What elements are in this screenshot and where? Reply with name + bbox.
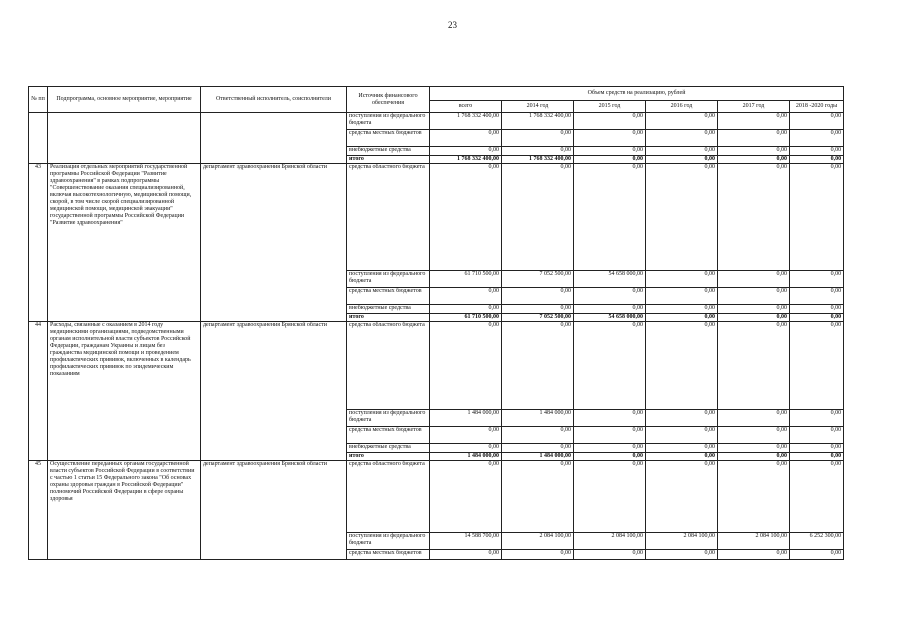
value-cell: 0,00 (430, 461, 502, 533)
value-cell: 1 484 000,00 (502, 410, 574, 427)
source-cell: итого (347, 156, 430, 164)
header-year: 2016 год (646, 101, 718, 113)
source-cell: поступления из федерального бюджета (347, 533, 430, 550)
value-cell: 0,00 (430, 305, 502, 314)
value-cell: 0,00 (502, 130, 574, 147)
header-no: № пп (29, 87, 48, 113)
row-number: 44 (29, 322, 48, 461)
value-cell: 0,00 (718, 444, 790, 453)
executor-text (201, 113, 347, 164)
value-cell: 0,00 (646, 427, 718, 444)
row-number: 45 (29, 461, 48, 560)
table-row (29, 461, 844, 533)
value-cell: 1 484 000,00 (430, 410, 502, 427)
value-cell: 61 710 500,00 (430, 271, 502, 288)
value-cell: 0,00 (646, 271, 718, 288)
value-cell: 0,00 (430, 130, 502, 147)
header-year: 2017 год (718, 101, 790, 113)
value-cell: 0,00 (790, 271, 844, 288)
value-cell: 0,00 (718, 410, 790, 427)
value-cell: 0,00 (646, 444, 718, 453)
value-cell: 0,00 (574, 461, 646, 533)
value-cell: 0,00 (790, 113, 844, 130)
value-cell: 0,00 (790, 156, 844, 164)
value-cell: 0,00 (718, 164, 790, 271)
value-cell: 0,00 (430, 444, 502, 453)
value-cell: 0,00 (502, 322, 574, 410)
value-cell: 0,00 (502, 550, 574, 560)
executor-text: департамент здравоохранения Брянской области (201, 322, 347, 461)
value-cell: 0,00 (790, 322, 844, 410)
value-cell: 0,00 (718, 305, 790, 314)
value-cell: 1 768 332 400,00 (502, 156, 574, 164)
value-cell: 0,00 (574, 305, 646, 314)
value-cell: 7 052 500,00 (502, 271, 574, 288)
source-cell: средства местных бюджетов (347, 288, 430, 305)
value-cell: 1 768 332 400,00 (430, 156, 502, 164)
source-cell: средства областного бюджета (347, 461, 430, 533)
value-cell: 0,00 (646, 164, 718, 271)
value-cell: 0,00 (790, 427, 844, 444)
value-cell: 0,00 (718, 550, 790, 560)
value-cell: 0,00 (718, 322, 790, 410)
value-cell: 0,00 (646, 288, 718, 305)
value-cell: 0,00 (430, 288, 502, 305)
value-cell: 0,00 (430, 147, 502, 156)
value-cell: 14 588 700,00 (430, 533, 502, 550)
value-cell: 2 084 100,00 (646, 533, 718, 550)
value-cell: 0,00 (502, 427, 574, 444)
value-cell: 0,00 (574, 444, 646, 453)
value-cell: 0,00 (502, 444, 574, 453)
source-cell: итого (347, 453, 430, 461)
value-cell: 0,00 (718, 453, 790, 461)
source-cell: поступления из федерального бюджета (347, 113, 430, 130)
value-cell: 0,00 (718, 156, 790, 164)
source-cell: итого (347, 314, 430, 322)
value-cell: 0,00 (574, 113, 646, 130)
source-cell: средства местных бюджетов (347, 130, 430, 147)
source-cell: внебюджетные средства (347, 305, 430, 314)
source-cell: внебюджетные средства (347, 444, 430, 453)
value-cell: 0,00 (574, 453, 646, 461)
value-cell: 0,00 (646, 156, 718, 164)
value-cell: 0,00 (574, 164, 646, 271)
page-number: 23 (448, 20, 457, 30)
header-program: Подпрограмма, основное мероприятие, мероприятие (48, 87, 201, 113)
source-cell: внебюджетные средства (347, 147, 430, 156)
source-cell: средства областного бюджета (347, 322, 430, 410)
value-cell: 0,00 (790, 461, 844, 533)
table-row (29, 164, 844, 271)
value-cell: 0,00 (790, 410, 844, 427)
value-cell: 0,00 (718, 147, 790, 156)
value-cell: 0,00 (646, 314, 718, 322)
value-cell: 0,00 (646, 410, 718, 427)
value-cell: 6 252 300,00 (790, 533, 844, 550)
value-cell: 0,00 (502, 288, 574, 305)
program-text: Реализация отдельных мероприятий государственной программы Российской Федерации "Развитие здравоохранения" в рамках подпрограммы "Совершенствование оказания специализированной, включая высокотехнологичную, медицинской помощи, скорой, в том числе скорой специализированной медицинской помощи, медицинской эвакуации" государственной программы Российской Федерации "Развитие здравоохранения" (48, 164, 201, 322)
value-cell: 0,00 (790, 130, 844, 147)
header-source: Источник финансового обеспечения (347, 87, 430, 113)
value-cell: 0,00 (430, 550, 502, 560)
value-cell: 0,00 (574, 130, 646, 147)
executor-text: департамент здравоохранения Брянской области (201, 164, 347, 322)
value-cell: 0,00 (646, 322, 718, 410)
value-cell: 0,00 (646, 147, 718, 156)
value-cell: 0,00 (790, 453, 844, 461)
value-cell: 0,00 (718, 427, 790, 444)
budget-table (28, 86, 844, 560)
value-cell: 61 710 500,00 (430, 314, 502, 322)
program-text (48, 113, 201, 164)
table-row (29, 322, 844, 410)
value-cell: 0,00 (790, 305, 844, 314)
value-cell: 0,00 (502, 461, 574, 533)
value-cell: 0,00 (430, 164, 502, 271)
source-cell: средства местных бюджетов (347, 427, 430, 444)
value-cell: 0,00 (574, 410, 646, 427)
value-cell: 0,00 (790, 147, 844, 156)
value-cell: 0,00 (574, 322, 646, 410)
header-year: 2018 -2020 годы (790, 101, 844, 113)
program-text: Расходы, связанные с оказанием в 2014 году медицинскими организациями, подведомственными органам исполнительной власти субъектов Российской Федерации, гражданам Украины и лицам без гражданства медицинской помощи и проведением профилактических прививок, включенных в календарь профилактических прививок по эпидемическим показаниям (48, 322, 201, 461)
value-cell: 0,00 (718, 314, 790, 322)
value-cell: 0,00 (790, 314, 844, 322)
value-cell: 0,00 (574, 550, 646, 560)
value-cell: 0,00 (790, 164, 844, 271)
value-cell: 54 658 000,00 (574, 271, 646, 288)
value-cell: 2 084 100,00 (574, 533, 646, 550)
value-cell: 0,00 (718, 113, 790, 130)
value-cell: 1 484 000,00 (430, 453, 502, 461)
value-cell: 1 768 332 400,00 (430, 113, 502, 130)
value-cell: 0,00 (574, 147, 646, 156)
value-cell: 0,00 (502, 147, 574, 156)
value-cell: 0,00 (646, 130, 718, 147)
value-cell: 0,00 (646, 113, 718, 130)
value-cell: 0,00 (646, 461, 718, 533)
value-cell: 0,00 (790, 550, 844, 560)
value-cell: 0,00 (646, 305, 718, 314)
source-cell: средства областного бюджета (347, 164, 430, 271)
source-cell: поступления из федерального бюджета (347, 271, 430, 288)
value-cell: 0,00 (574, 156, 646, 164)
value-cell: 0,00 (430, 322, 502, 410)
value-cell: 2 084 100,00 (502, 533, 574, 550)
value-cell: 54 658 000,00 (574, 314, 646, 322)
value-cell: 0,00 (574, 427, 646, 444)
value-cell: 7 052 500,00 (502, 314, 574, 322)
header-year: 2014 год (502, 101, 574, 113)
program-text: Осуществление переданных органам государственной власти субъектов Российской Федерации в соответствии с частью 1 статьи 15 Федерального закона "Об основах охраны здоровья граждан в Российской Федерации" полномочий Российской Федерации в сфере охраны здоровья (48, 461, 201, 560)
header-year: 2015 год (574, 101, 646, 113)
value-cell: 0,00 (790, 444, 844, 453)
value-cell: 0,00 (646, 453, 718, 461)
source-cell: поступления из федерального бюджета (347, 410, 430, 427)
executor-text: департамент здравоохранения Брянской области (201, 461, 347, 560)
value-cell: 0,00 (430, 427, 502, 444)
row-number (29, 113, 48, 164)
header-amount: Объем средств на реализацию, рублей (430, 87, 844, 101)
row-number: 43 (29, 164, 48, 322)
value-cell: 1 768 332 400,00 (502, 113, 574, 130)
value-cell: 1 484 000,00 (502, 453, 574, 461)
value-cell: 2 084 100,00 (718, 533, 790, 550)
header-executor: Ответственный исполнитель, соисполнители (201, 87, 347, 113)
value-cell: 0,00 (790, 288, 844, 305)
source-cell: средства местных бюджетов (347, 550, 430, 560)
value-cell: 0,00 (718, 461, 790, 533)
value-cell: 0,00 (646, 550, 718, 560)
table-row (29, 113, 844, 130)
value-cell: 0,00 (574, 288, 646, 305)
value-cell: 0,00 (718, 271, 790, 288)
value-cell: 0,00 (718, 130, 790, 147)
value-cell: 0,00 (502, 164, 574, 271)
value-cell: 0,00 (502, 305, 574, 314)
header-year: всего (430, 101, 502, 113)
value-cell: 0,00 (718, 288, 790, 305)
